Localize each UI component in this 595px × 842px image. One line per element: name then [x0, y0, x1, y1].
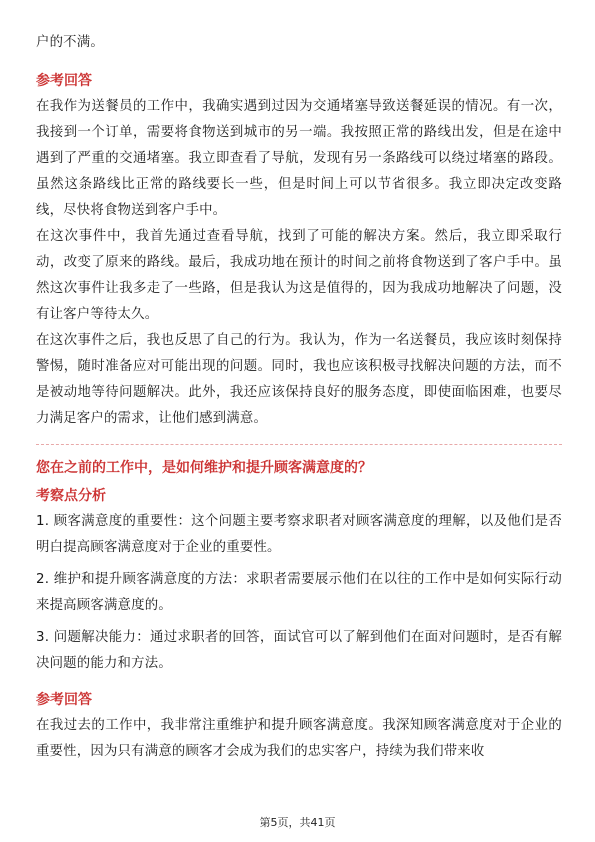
continued-text: 户的不满。 — [36, 35, 104, 50]
answer-paragraph-4: 在我过去的工作中，我非常注重维护和提升顾客满意度。我深知顾客满意度对于企业的重要性，因为只有满意的顾客才会成为我们的忠实客户，持续为我们带来收 — [36, 718, 562, 759]
page-number: 第5页，共41页 — [259, 816, 336, 829]
analysis-item-3: 3. 问题解决能力：通过求职者的回答，面试官可以了解到他们在面对问题时，是否有解决问题的能力和方法。 — [36, 630, 562, 671]
analysis-item-2: 2. 维护和提升顾客满意度的方法：求职者需要展示他们在以往的工作中是如何实际行动来提高顾客满意度的。 — [36, 572, 562, 613]
reference-answer-heading: 参考回答 — [36, 73, 92, 89]
answer-paragraph-1: 在我作为送餐员的工作中，我确实遇到过因为交通堵塞导致送餐延误的情况。有一次，我接到一个订单，需要将食物送到城市的另一端。我按照正常的路线出发，但是在途中遇到了严重的交通堵塞。我立即查看了导航，发现有另一条路线可以绕过堵塞的路段。虽然这条路线比正常的路线要长一些，但是时间上可以节省很多。我立即决定改变路线，尽快将食物送到客户手中。 — [36, 99, 562, 218]
interview-question: 您在之前的工作中，是如何维护和提升顾客满意度的？ — [36, 460, 372, 476]
analysis-heading: 考察点分析 — [36, 488, 106, 504]
answer-paragraph-2: 在这次事件中，我首先通过查看导航，找到了可能的解决方案。然后，我立即采取行动，改变了原来的路线。最后，我成功地在预计的时间之前将食物送到了客户手中。虽然这次事件让我多走了一些路，但是我认为这是值得的，因为我成功地解决了问题，没有让客户等待太久。 — [36, 229, 562, 322]
section-divider — [36, 444, 562, 445]
answer-paragraph-3: 在这次事件之后，我也反思了自己的行为。我认为，作为一名送餐员，我应该时刻保持警惕，随时准备应对可能出现的问题。同时，我也应该积极寻找解决问题的方法，而不是被动地等待问题解决。此外，我还应该保持良好的服务态度，即使面临困难，也要尽力满足客户的需求，让他们感到满意。 — [36, 333, 562, 426]
document-page — [36, 30, 562, 765]
analysis-item-1: 1. 顾客满意度的重要性：这个问题主要考察求职者对顾客满意度的理解，以及他们是否明白提高顾客满意度对于企业的重要性。 — [36, 514, 562, 555]
reference-answer-heading-2: 参考回答 — [36, 692, 92, 708]
